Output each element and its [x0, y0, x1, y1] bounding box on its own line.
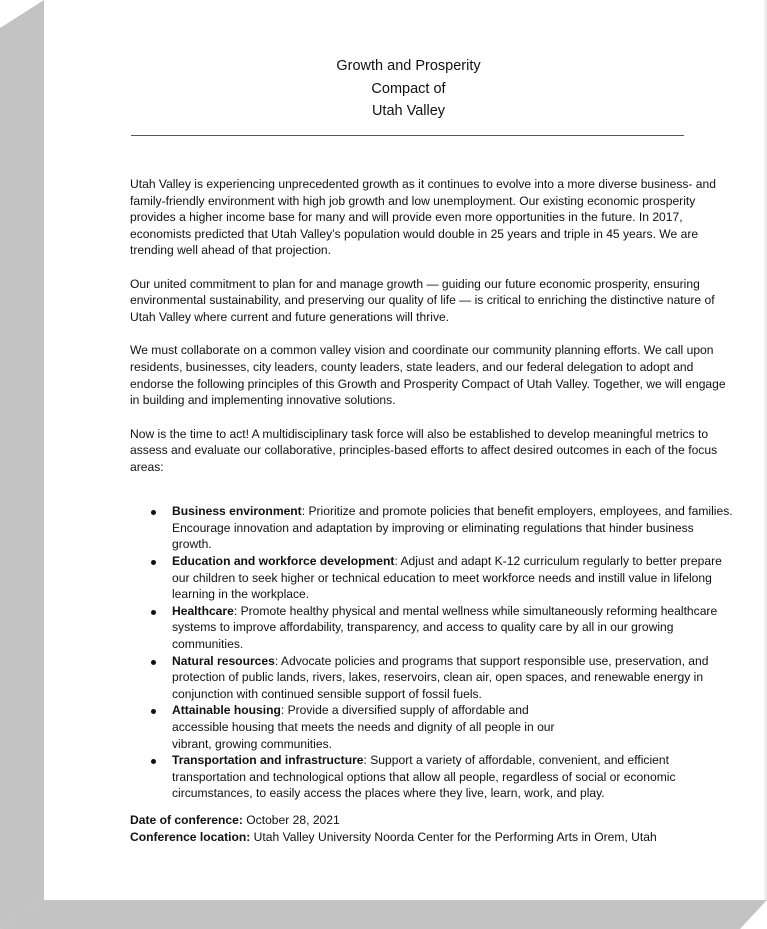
document-body: [130, 176, 735, 802]
bullet-icon: [151, 610, 156, 615]
focus-area-title: Natural resources: [172, 653, 275, 668]
bullet-icon: [151, 560, 156, 565]
location-label: Conference location:: [130, 830, 251, 844]
list-item: [130, 653, 735, 703]
list-item: [130, 702, 735, 752]
conference-details: [130, 812, 735, 846]
bullet-icon: [151, 660, 156, 665]
list-item: [130, 603, 735, 653]
location-value: Utah Valley University Noorda Center for the Performing Arts in Orem, Utah: [250, 830, 657, 844]
bullet-icon: [151, 759, 156, 764]
list-item: [130, 752, 735, 802]
focus-area-text: : Prioritize and promote policies that benefit employers, employees, and families. Encourage innovation and adaptation by improving or eliminating regulations that hinder business growth.: [172, 504, 733, 552]
focus-area-text: : Adjust and adapt K-12 curriculum regularly to better prepare our children to seek higher or technical education to meet workforce needs and instill value in lifelong learning in the workplace.: [172, 554, 722, 602]
title-divider: [131, 135, 684, 136]
document-title: [44, 55, 767, 123]
bullet-icon: [151, 510, 156, 515]
paragraph-commitment: Our united commitment to plan for and manage growth — guiding our future economic prosperity, ensuring environmental sustainability, and preserving our quality of life — is critical to enriching the distinctive nature of Utah Valley where current and future generations will thrive.: [130, 276, 715, 324]
title-line-2: Compact of: [371, 80, 446, 97]
focus-area-text: : Support a variety of affordable, convenient, and efficient transportation and technological options that allow all people, regardless of social or economic circumstances, to easily access the places where they live, learn, work, and play.: [172, 753, 676, 801]
paragraph-call-to-action: Now is the time to act! A multidisciplinary task force will also be established to develop meaningful metrics to assess and evaluate our collaborative, principles-based efforts to affect desired outcomes in each of the focus areas:: [130, 426, 718, 474]
conference-location: [130, 829, 735, 846]
page-edge-right: [763, 0, 767, 900]
date-label: Date of conference:: [130, 813, 243, 827]
title-line-1: Growth and Prosperity: [336, 58, 481, 74]
focus-area-title: Healthcare: [172, 603, 234, 618]
focus-areas-list: [130, 503, 735, 802]
page-shadow-bottom: [0, 900, 767, 929]
page-shadow-left: [0, 0, 44, 929]
conference-date: [130, 812, 735, 829]
focus-area-title: Transportation and infrastructure: [172, 753, 364, 768]
focus-area-title: Education and workforce development: [172, 554, 395, 569]
list-item: [130, 503, 735, 553]
bullet-icon: [151, 709, 156, 714]
list-item: [130, 553, 735, 603]
focus-area-text: : Advocate policies and programs that support responsible use, preservation, and protection of public lands, rivers, lakes, reservoirs, clean air, open spaces, and renewable energy in conjunction with continued sensible support of fossil fuels.: [172, 653, 709, 701]
paragraph-intro: Utah Valley is experiencing unprecedented growth as it continues to evolve into a more diverse business- and family-friendly environment with high job growth and low unemployment. Our existing economic prosperity provides a higher income base for many and will provide even more opportunities in the future. In 2017, economists predicted that Utah Valley’s population would double in 25 years and triple in 45 years. We are trending well ahead of that projection.: [130, 177, 716, 258]
focus-area-text: : Promote healthy physical and mental wellness while simultaneously reforming healthcare systems to improve affordability, transparency, and access to quality care by all in our growing communities.: [172, 603, 718, 652]
paragraph-collaborate: We must collaborate on a common valley vision and coordinate our community planning efforts. We call upon residents, businesses, city leaders, county leaders, state leaders, and our federal delegation to adopt and endorse the following principles of this Growth and Prosperity Compact of Utah Valley. Together, we will engage in building and implementing innovative solutions.: [130, 343, 726, 408]
title-line-3: Utah Valley: [371, 103, 446, 119]
focus-area-title: Attainable housing: [172, 703, 281, 718]
focus-area-text: : Provide a diversified supply of affordable and accessible housing that meets the needs and dignity of all people in our vibrant, growing communities.: [172, 703, 555, 751]
document-page: [44, 0, 763, 900]
focus-area-title: Business environment: [172, 504, 302, 519]
date-value: October 28, 2021: [242, 813, 340, 827]
